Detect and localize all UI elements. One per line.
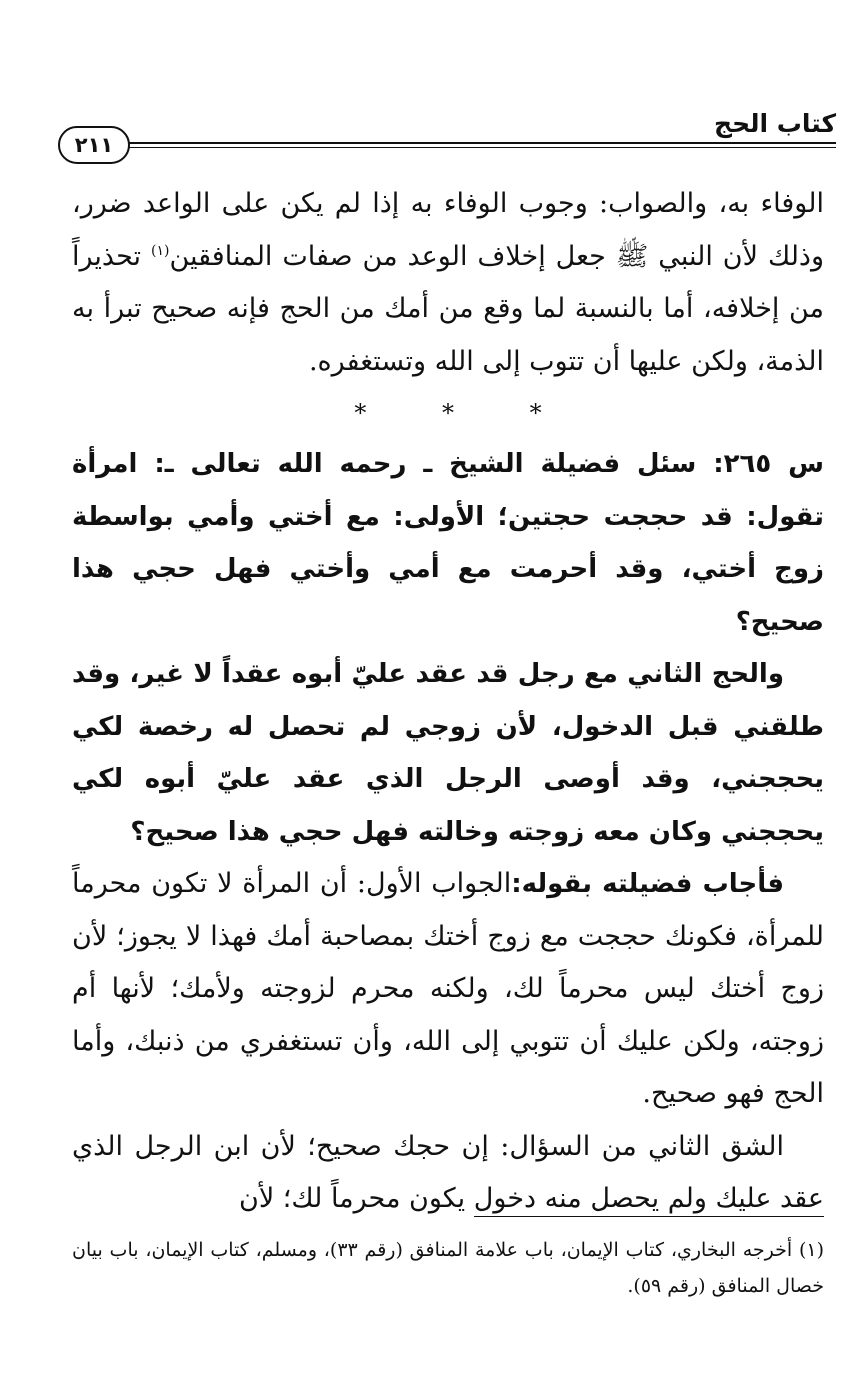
footnote-1: (١) أخرجه البخاري، كتاب الإيمان، باب علامة المنافق (رقم ٣٣)، ومسلم، كتاب الإيمان، باب بيان خصال المنافق (رقم ٥٩). [72,1239,824,1297]
paragraph-1-text: الوفاء به، والصواب: وجوب الوفاء به إذا لم يكن على الواعد ضرر، وذلك لأن النبي ﷺ جعل إخلاف الوعد من صفات المنافقين [72,188,824,272]
answer-text: الجواب الأول: أن المرأة لا تكون محرماً للمرأة، فكونك حججت مع زوج أختك بمصاحبة أمك فهذا لا يجوز؛ لأن زوج أختك ليس محرماً لك، ولكنه محرم لزوجته ولأمك؛ لأنها أم زوجته، ولكن عليك أن تتوبي إلى الله، وأن تستغفري من ذنبك، وأما الحج فهو صحيح. [72,868,824,1109]
footnote-ref: (١) [150,242,170,259]
paragraph-1-continuation: تحذيراً من إخلافه، أما بالنسبة لما وقع من أمك من الحج فإنه صحيح تبرأ به الذمة، ولكن عليها أن تتوب إلى الله وتستغفره. [72,240,824,377]
page-header [58,108,836,158]
header-rule [124,142,836,148]
question-part-2: والحج الثاني مع رجل قد عقد عليّ أبوه عقداً لا غير، وقد طلقني قبل الدخول، لأن زوجي لم تحصل له رخصة لكي يحججني، وقد أوصى الرجل الذي عقد عليّ أبوه لكي يحججني وكان معه زوجته وخالته فهل حجي هذا صحيح؟ [72,659,824,847]
page-number: ٢١١ [58,126,130,164]
running-title: كتاب الحج [714,109,836,138]
second-part-paragraph: الشق الثاني من السؤال: إن حجك صحيح؛ لأن ابن الرجل الذي عقد عليك ولم يحصل منه دخول يكون محرماً لك؛ لأن [72,1130,824,1214]
footnotes [72,1232,824,1304]
main-text [72,178,824,1226]
answer-paragraph [72,858,824,1121]
section-separator: * * * [354,399,576,427]
footnote-rule [474,1216,824,1217]
paragraph-1 [72,178,824,388]
question-intro: س ٢٦٥: سئل فضيلة الشيخ ـ رحمه الله تعالى ـ: امرأة تقول: قد حججت حجتين؛ الأولى: مع أختي وأمي بواسطة زوج أختي، وقد أحرمت مع أمي وأختي فهل حجي هذا صحيح؟ [72,449,825,637]
answer-lead: فأجاب فضيلته بقوله: [511,869,784,899]
